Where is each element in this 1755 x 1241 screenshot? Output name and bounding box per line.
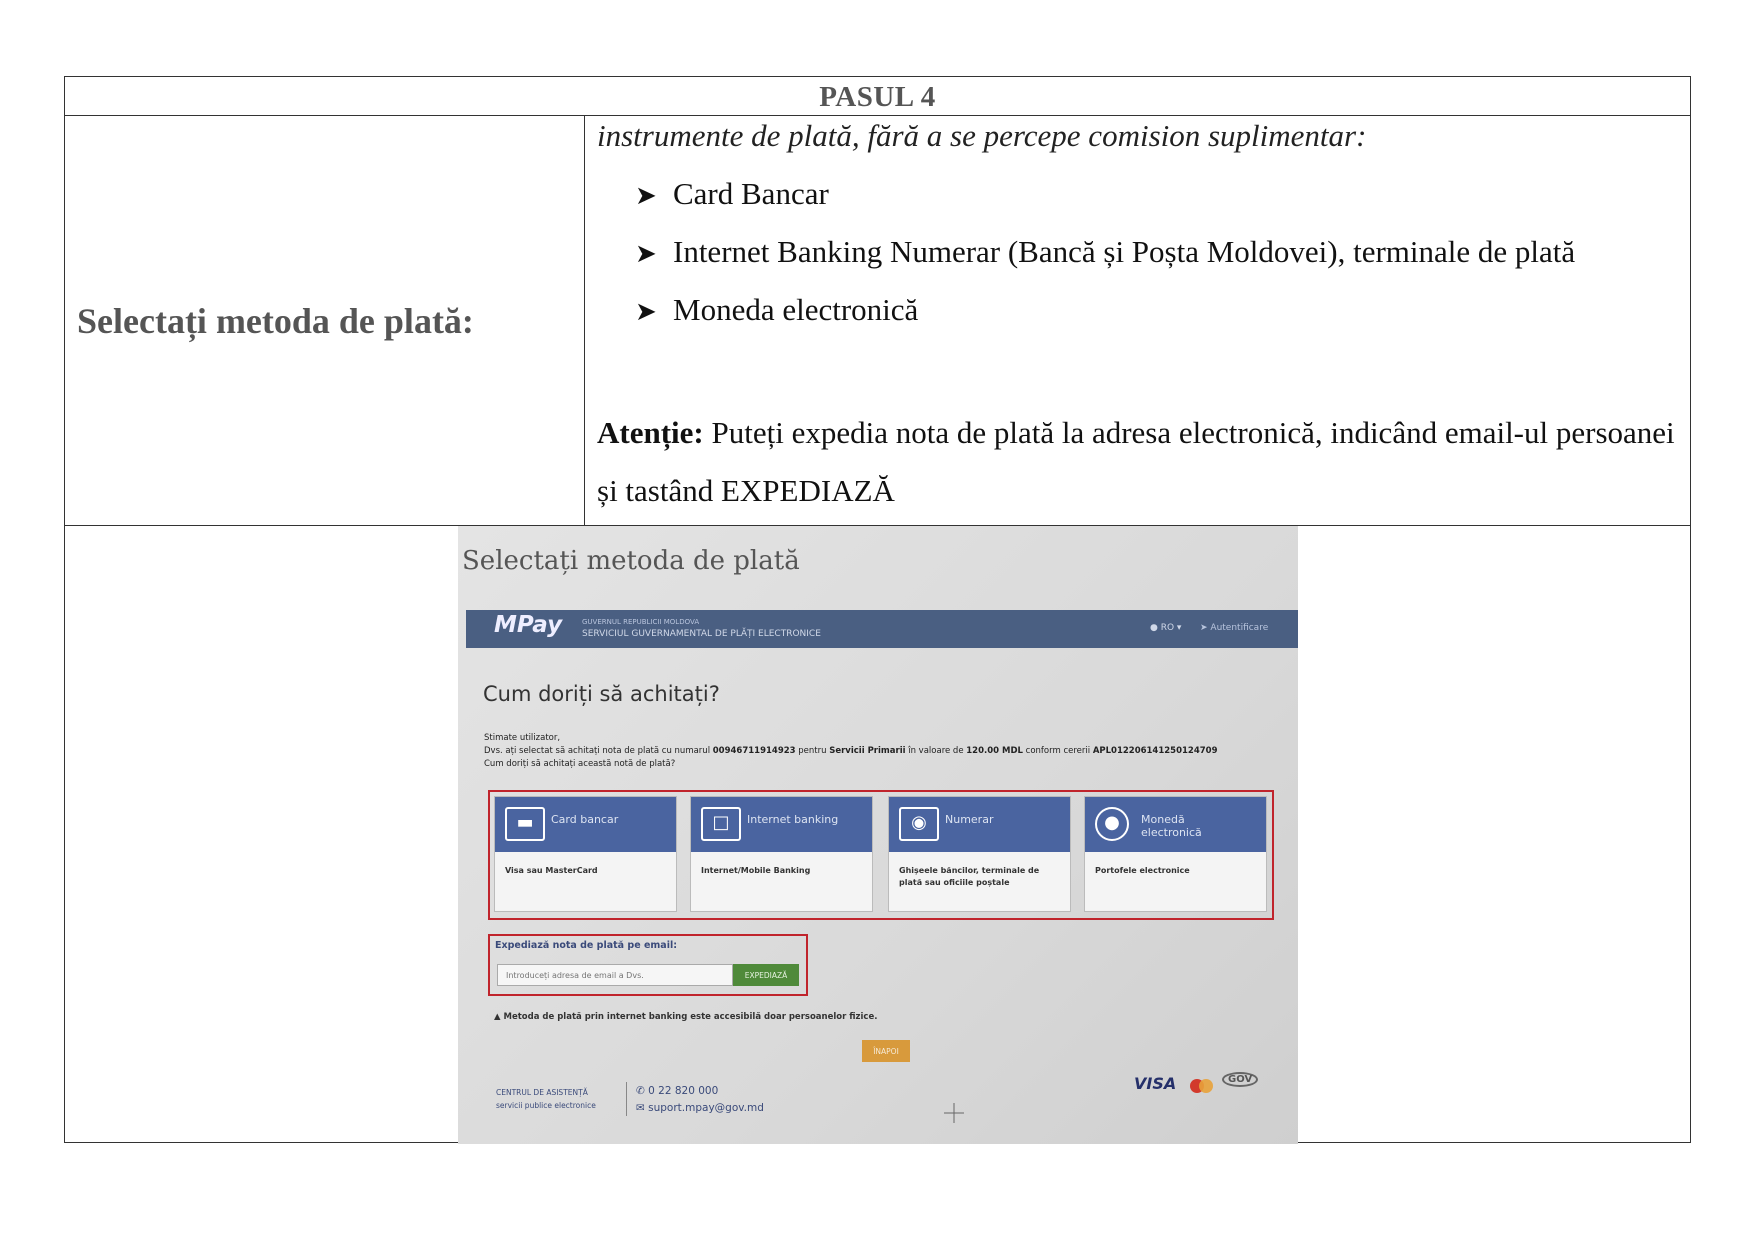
info-text: pentru bbox=[795, 746, 830, 756]
service-name: Servicii Primarii bbox=[829, 746, 906, 756]
bullet-text: Internet Banking Numerar (Bancă și Poșta Moldovei), terminale de plată bbox=[673, 234, 1576, 269]
payment-screenshot bbox=[458, 526, 1298, 1144]
info-text: în valoare de bbox=[905, 746, 967, 756]
arrow-bullet-icon: ➤ bbox=[635, 297, 657, 326]
warning-text: Metoda de plată prin internet banking este accesibilă doar persoanelor fizice. bbox=[503, 1012, 878, 1022]
method-description: Internet/Mobile Banking bbox=[701, 866, 811, 875]
method-description: Visa sau MasterCard bbox=[505, 866, 598, 875]
method-card-button[interactable] bbox=[494, 796, 677, 912]
method-description: Portofele electronice bbox=[1095, 866, 1190, 875]
globe-icon: ● bbox=[1095, 807, 1129, 841]
payment-question: Cum doriți să achitați? bbox=[483, 682, 720, 706]
back-button[interactable]: ÎNAPOI bbox=[862, 1040, 910, 1062]
method-label: Numerar bbox=[945, 813, 994, 826]
list-item bbox=[635, 290, 1575, 348]
method-description: Ghișeele băncilor, terminale de plată sau oficiile poștale bbox=[899, 866, 1040, 887]
support-subtitle: servicii publice electronice bbox=[496, 1101, 596, 1110]
request-number: APL012206141250124709 bbox=[1092, 746, 1218, 756]
card-icon: ▬ bbox=[505, 807, 545, 841]
method-header bbox=[1085, 797, 1266, 852]
info-text: conform cererii bbox=[1022, 746, 1093, 756]
support-contacts bbox=[636, 1083, 764, 1117]
label-cell bbox=[65, 116, 585, 525]
screenshot-title: Selectați metoda de plată bbox=[462, 546, 800, 576]
mastercard-yellow-circle bbox=[1199, 1079, 1213, 1093]
warning-icon: ▲ bbox=[494, 1012, 504, 1022]
cash-icon: ◉ bbox=[899, 807, 939, 841]
description-cell bbox=[585, 116, 1690, 525]
list-item bbox=[635, 232, 1575, 290]
bullet-text: Moneda electronică bbox=[673, 292, 919, 327]
amount: 120.00 MDL bbox=[966, 746, 1023, 756]
payment-methods-highlight bbox=[488, 790, 1274, 920]
method-label: Card bancar bbox=[551, 813, 619, 826]
method-header bbox=[889, 797, 1070, 852]
mpay-logo: MPay bbox=[494, 612, 563, 638]
email-input[interactable] bbox=[497, 964, 733, 986]
service-line: SERVICIUL GUVERNAMENTAL DE PLĂȚI ELECTRONICE bbox=[582, 629, 821, 639]
info-text: Dvs. ați selectat să achitați nota de plată cu numarul bbox=[484, 746, 713, 756]
phone-number: 0 22 820 000 bbox=[648, 1085, 719, 1097]
arrow-bullet-icon: ➤ bbox=[635, 181, 657, 210]
login-label: Autentificare bbox=[1210, 623, 1269, 633]
mpay-header-bar bbox=[466, 610, 1298, 648]
gov-logo: GOV bbox=[1222, 1072, 1258, 1087]
invoice-info bbox=[484, 732, 1274, 771]
email-label: Expediază nota de plată pe email: bbox=[495, 940, 678, 951]
table-header-row bbox=[65, 77, 1690, 116]
mastercard-logo bbox=[1190, 1079, 1214, 1093]
send-button[interactable]: EXPEDIAZĂ bbox=[733, 964, 799, 986]
support-title: CENTRUL DE ASISTENȚĂ bbox=[496, 1088, 588, 1097]
invoice-number: 00946711914923 bbox=[712, 746, 796, 756]
crosshair-cursor-icon bbox=[943, 1102, 965, 1124]
method-cash-button[interactable] bbox=[888, 796, 1071, 912]
mail-icon: ✉ bbox=[636, 1102, 649, 1114]
language-selector[interactable]: ● RO ▾ bbox=[1150, 623, 1182, 633]
step-label: Selectați metoda de plată: bbox=[77, 301, 474, 341]
attention-label: Atenție: bbox=[597, 415, 704, 450]
attention-text: Puteți expedia nota de plată la adresa electronică, indicând email-ul persoanei și tastând EXPEDIAZĂ bbox=[597, 415, 1675, 508]
phone-contact bbox=[636, 1083, 764, 1100]
instructions-row bbox=[65, 116, 1690, 526]
method-label: Internet banking bbox=[747, 813, 839, 826]
visa-logo: VISA bbox=[1134, 1074, 1177, 1093]
greeting: Stimate utilizator, bbox=[484, 733, 561, 743]
invoice-line bbox=[484, 745, 1274, 758]
email-contact[interactable] bbox=[636, 1100, 764, 1117]
method-header bbox=[495, 797, 676, 852]
list-item bbox=[635, 174, 1575, 232]
arrow-bullet-icon: ➤ bbox=[635, 239, 657, 268]
footer-divider bbox=[626, 1082, 627, 1116]
bullet-text: Card Bancar bbox=[673, 176, 829, 211]
login-link[interactable]: ➤ Autentificare bbox=[1200, 623, 1269, 633]
step-title: PASUL 4 bbox=[819, 81, 936, 113]
method-e-money-button[interactable] bbox=[1084, 796, 1267, 912]
intro-text: instrumente de plată, fără a se percepe comision suplimentar: bbox=[597, 118, 1367, 153]
support-center bbox=[496, 1086, 596, 1112]
support-email: suport.mpay@gov.md bbox=[648, 1102, 764, 1114]
info-question: Cum doriți să achitați această notă de plată? bbox=[484, 759, 676, 769]
method-internet-banking-button[interactable] bbox=[690, 796, 873, 912]
method-label: Monedă electronică bbox=[1141, 813, 1202, 839]
email-send-highlight bbox=[488, 934, 808, 996]
payment-options-list bbox=[635, 174, 1575, 348]
step-table bbox=[64, 76, 1691, 1143]
gov-line: GUVERNUL REPUBLICII MOLDOVA bbox=[582, 618, 700, 626]
laptop-icon: □ bbox=[701, 807, 741, 841]
method-header bbox=[691, 797, 872, 852]
attention-note bbox=[597, 404, 1677, 520]
language-label: RO bbox=[1160, 623, 1175, 633]
phone-icon: ✆ bbox=[636, 1085, 649, 1097]
warning-note bbox=[494, 1012, 877, 1022]
